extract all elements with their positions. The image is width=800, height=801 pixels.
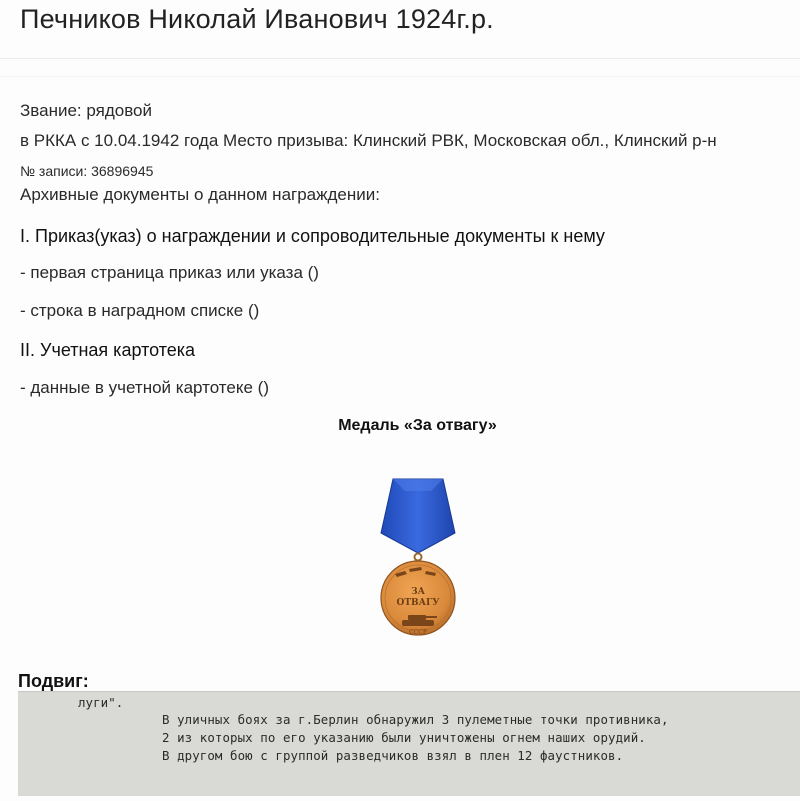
order-item-first-page[interactable]: - первая страница приказ или указа () <box>20 263 319 282</box>
card-item-data[interactable]: - данные в учетной картотеке () <box>20 378 269 397</box>
feat-label: Подвиг: <box>18 671 89 691</box>
feat-text-line: луги". <box>78 695 124 710</box>
medal-title: Медаль «За отвагу» <box>338 417 497 434</box>
medal-inscription-ussr: СССР <box>409 629 427 636</box>
rank-line: Звание: рядовой <box>20 101 152 120</box>
order-item-award-list[interactable]: - строка в наградном списке () <box>20 301 260 320</box>
medal-image <box>373 471 463 659</box>
scan-artifact <box>0 76 800 77</box>
feat-text-line: 2 из которых по его указанию были уничтожены огнем наших орудий. <box>162 730 646 745</box>
feat-text-line: В другом бою с группой разведчиков взял в плен 12 фаустников. <box>162 748 624 763</box>
record-number-line: № записи: 36896945 <box>20 163 154 179</box>
archive-docs-line: Архивные документы о данном награждении: <box>20 185 380 204</box>
order-section-heading: I. Приказ(указ) о награждении и сопроводительные документы к нему <box>20 226 605 246</box>
card-section-heading: II. Учетная картотека <box>20 340 196 360</box>
medal-inscription-top: ЗА <box>411 587 425 597</box>
service-line: в РККА с 10.04.1942 года Место призыва: Клинский РВК, Московская обл., Клинский р-н <box>20 131 717 150</box>
medal-inscription-bottom: ОТВАГУ <box>396 598 440 608</box>
person-name-title: Печников Николай Иванович 1924г.р. <box>20 4 494 34</box>
feat-document-scan <box>18 691 800 796</box>
feat-text-line: В уличных боях за г.Берлин обнаружил 3 пулеметные точки противника, <box>162 712 669 727</box>
scan-artifact <box>0 58 800 59</box>
